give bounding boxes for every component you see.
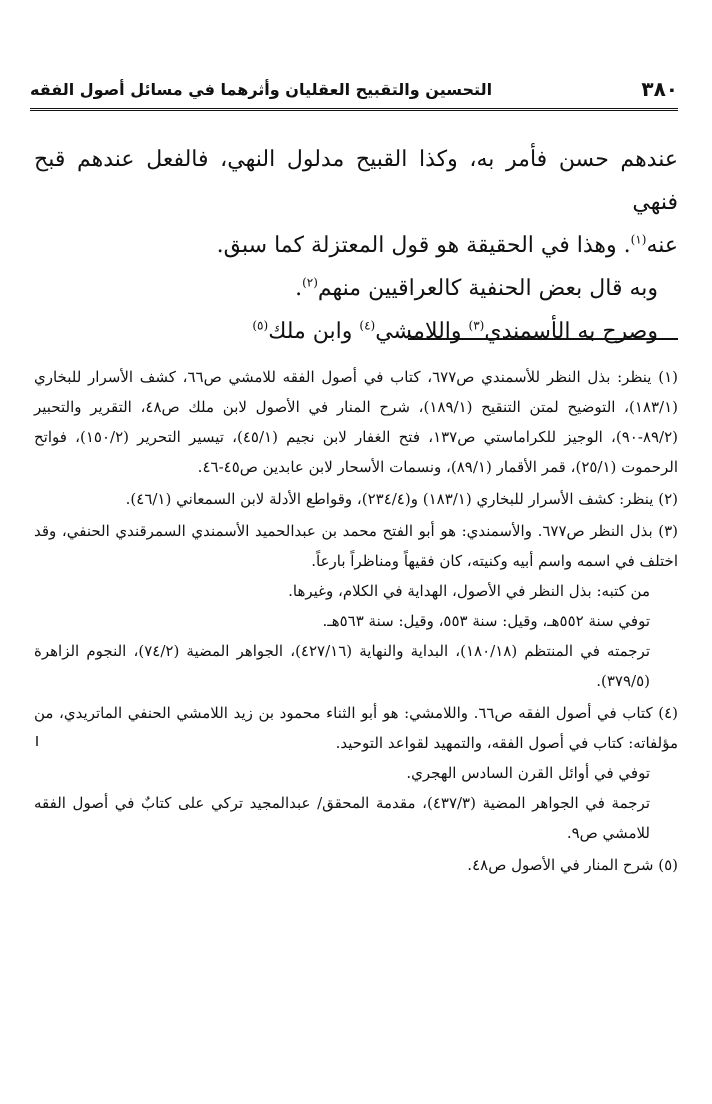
body-line-4-text-b: واللامشي [375, 319, 469, 344]
footnote-3 [34, 516, 678, 696]
footnote-1 [34, 362, 678, 482]
body-line-4-text-a: وصرح به الأسمندي [484, 319, 658, 344]
body-line-2-text-a: عنه [646, 233, 678, 258]
footnote-ref-1: (١) [630, 232, 647, 247]
header-rule [30, 108, 678, 111]
footnote-3-line-2: من كتبه: بذل النظر في الأصول، الهداية في الكلام، وغيرها. [288, 582, 650, 600]
body-line-3-text: وبه قال بعض الحنفية كالعراقيين منهم [317, 276, 658, 301]
body-line-2 [34, 224, 678, 267]
footnote-separator [408, 338, 678, 340]
main-text [34, 138, 678, 353]
running-title: التحسين والتقبيح العقليان وأثرهما في مسائل أصول الفقه [30, 79, 493, 99]
footnote-ref-2: (٢) [302, 275, 318, 290]
footnote-4 [34, 698, 678, 848]
footnote-ref-3: (٣) [468, 318, 485, 333]
footnote-3-line-4: ترجمته في المنتظم (١٨٠/١٨)، البداية والنهاية (٤٢٧/١٦)، الجواهر المضية (٧٤/٢)، النجوم الزاهرة (٣٧٩/٥). [34, 642, 650, 690]
body-line-3-end: . [295, 276, 303, 301]
footnote-4-line-1: (٤) كتاب في أصول الفقه ص٦٦. واللامشي: هو أبو الثناء محمود بن زيد اللامشي الحنفي الماتريدي، من مؤلفاته: كتاب في أصول الفقه، والتمهيد لقواعد التوحيد. [34, 704, 678, 752]
footnote-ref-4: (٤) [359, 318, 376, 333]
body-line-1 [34, 138, 678, 224]
footnote-5 [34, 850, 678, 880]
body-line-2-text-b: . وهذا في الحقيقة هو قول المعتزلة كما سبق. [216, 233, 631, 258]
footnote-3-line-1: (٣) بذل النظر ص٦٧٧. والأسمندي: هو أبو الفتح محمد بن عبدالحميد الأسمندي السمرقندي الحنفي، وقد اختلف في اسمه واسم أبيه وكنيته، كان فقيهاً ومناظراً بارعاً. [34, 522, 678, 570]
footnote-3-line-3: توفي سنة ٥٥٢هـ، وقيل: سنة ٥٥٣، وقيل: سنة ٥٦٣هـ. [322, 612, 650, 630]
footnote-2 [34, 484, 678, 514]
footnotes [34, 362, 678, 882]
footnote-1-line: (١) ينظر: بذل النظر للأسمندي ص٦٧٧، كتاب في أصول الفقه للامشي ص٦٦، كشف الأسرار للبخاري (١٨٣/١)، التوضيح لمتن التنقيح (١٨٩/١)، شرح المنار في الأصول لابن ملك ص٤٨، التقرير والتحبير (٨٩/٢-٩٠)، الوجيز للكراماستي ص١٣٧، فتح الغفار لابن نجيم (٤٥/١)، تيسير التحرير (١٥٠/٢)، فواتح الرحموت (٢٥/١)، قمر الأقمار (٨٩/١)، ونسمات الأسحار لابن عابدين ص٤٥-٤٦. [34, 368, 678, 476]
body-line-1-text: عندهم حسن فأمر به، وكذا القبيح مدلول النهي، فالفعل عندهم قبح فنهي [34, 147, 678, 215]
footnote-ref-5: (٥) [252, 318, 269, 333]
footnote-4-line-2: توفي في أوائل القرن السادس الهجري. [406, 764, 650, 782]
page-header [30, 72, 678, 106]
body-line-4-text-c: وابن ملك [268, 319, 360, 344]
footnote-5-line: (٥) شرح المنار في الأصول ص٤٨. [467, 856, 678, 874]
footnote-4-line-3: ترجمة في الجواهر المضية (٤٣٧/٣)، مقدمة المحقق/ عبدالمجيد تركي على كتابٌ في أصول الفقه للامشي ص٩. [34, 794, 650, 842]
footnote-2-line: (٢) ينظر: كشف الأسرار للبخاري (١٨٣/١) و(٢٣٤/٤)، وقواطع الأدلة لابن السمعاني (٤٦/١). [125, 490, 678, 508]
margin-mark [36, 736, 38, 746]
page-number: ٣٨٠ [641, 77, 678, 101]
body-line-4 [34, 310, 678, 353]
body-line-3 [34, 267, 678, 310]
